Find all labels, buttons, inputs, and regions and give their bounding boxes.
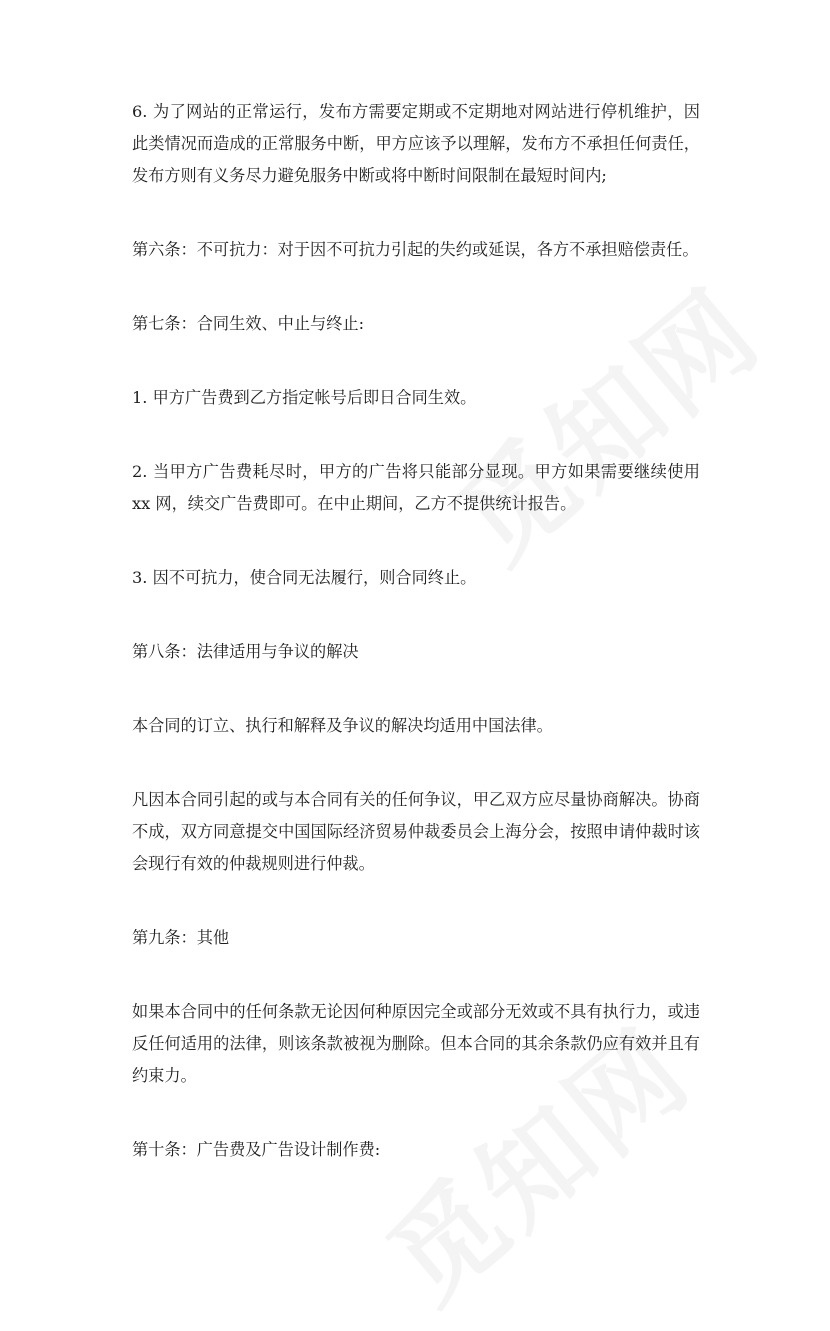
paragraph-article-9-severability: 如果本合同中的任何条款无论因何种原因完全或部分无效或不具有执行力，或违反任何适用的法律，则该条款被视为删除。但本合同的其余条款仍应有效并且有约束力。: [132, 1002, 700, 1085]
paragraph-article-8-governing-law: 本合同的订立、执行和解释及争议的解决均适用中国法律。: [132, 716, 553, 735]
paragraph-clause-6-item-6: 6. 为了网站的正常运行，发布方需要定期或不定期地对网站进行停机维护，因此类情况而造成的正常服务中断，甲方应该予以理解，发布方不承担任何责任，发布方则有义务尽力避免服务中断或将中断时间限制在最短时间内;: [132, 102, 700, 185]
heading-article-8: 第八条：法律适用与争议的解决: [132, 642, 359, 661]
paragraph-article-7-item-2: 2. 当甲方广告费耗尽时，甲方的广告将只能部分显现。甲方如果需要继续使用 xx 网，续交广告费即可。在中止期间，乙方不提供统计报告。: [132, 462, 700, 513]
heading-article-9: 第九条：其他: [132, 928, 230, 947]
document-body: [132, 96, 700, 1166]
heading-article-10: 第十条：广告费及广告设计制作费:: [132, 1140, 381, 1159]
paragraph-article-7-item-1: 1. 甲方广告费到乙方指定帐号后即日合同生效。: [132, 388, 477, 407]
paragraph-article-6-force-majeure: 第六条：不可抗力：对于因不可抗力引起的失约或延误，各方不承担赔偿责任。: [132, 240, 699, 259]
paragraph-article-7-item-3: 3. 因不可抗力，使合同无法履行，则合同终止。: [132, 568, 477, 587]
paragraph-article-8-arbitration: 凡因本合同引起的或与本合同有关的任何争议，甲乙双方应尽量协商解决。协商不成，双方同意提交中国国际经济贸易仲裁委员会上海分会，按照申请仲裁时该会现行有效的仲裁规则进行仲裁。: [132, 790, 700, 873]
heading-article-7: 第七条：合同生效、中止与终止:: [132, 314, 365, 333]
